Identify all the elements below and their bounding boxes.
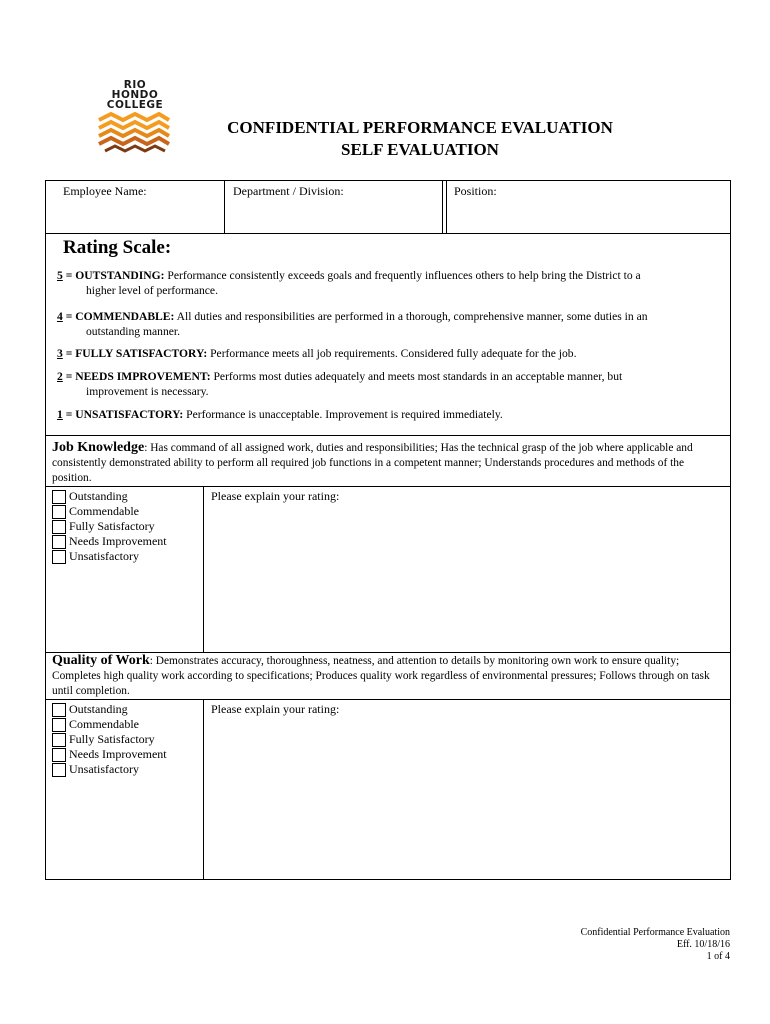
footer-doc-name: Confidential Performance Evaluation (580, 927, 730, 938)
section-job-knowledge-rating (46, 486, 730, 653)
checkbox[interactable] (52, 748, 66, 762)
rating-label: = NEEDS IMPROVEMENT: (62, 370, 211, 383)
option-label: Commendable (69, 717, 139, 731)
checkbox[interactable] (52, 505, 66, 519)
section-description: : Demonstrates accuracy, thoroughness, neatness, and attention to details by monitoring own work to ensure quality; Completes high quality work according to specifications; Produces quality work regardless of environmental pressures; Follows through on task until completion. (52, 655, 710, 697)
checkbox[interactable] (52, 535, 66, 549)
rating-label: = COMMENDABLE: (62, 310, 175, 323)
rating-description: Performance consistently exceeds goals and frequently influences others to help bring the District to a (164, 269, 641, 282)
rating-item-5 (57, 268, 712, 298)
rating-description-cont: improvement is necessary. (86, 385, 209, 398)
department-label: Department / Division: (233, 184, 344, 198)
section-quality-of-work-rating (46, 699, 730, 880)
explain-rating-field[interactable]: Please explain your rating: (211, 702, 340, 716)
section-description: : Has command of all assigned work, duties and responsibilities; Has the technical grasp of the job where applicable and consistently demonstrated ability to perform all required job functions in a competent manner; Understands procedures and methods of the position. (52, 442, 693, 484)
rating-number: 1 (57, 408, 63, 421)
rating-description: Performance is unacceptable. Improvement is required immediately. (183, 408, 503, 421)
position-label: Position: (454, 184, 497, 198)
section-job-knowledge-header (52, 440, 712, 486)
explain-rating-field[interactable]: Please explain your rating: (211, 489, 340, 503)
checkbox[interactable] (52, 490, 66, 504)
rating-scale (46, 233, 730, 436)
rating-description: Performance meets all job requirements. Considered fully adequate for the job. (207, 347, 577, 360)
rating-item-2 (57, 369, 712, 399)
rating-item-1 (57, 407, 712, 422)
rating-label: = OUTSTANDING: (62, 269, 165, 282)
option-label: Unsatisfactory (69, 549, 139, 563)
rating-number: 4 (57, 310, 63, 323)
logo-text-college: COLLEGE (106, 99, 164, 111)
logo-text-hondo: HONDO (111, 89, 159, 101)
department-field[interactable] (225, 181, 443, 233)
column-divider (203, 700, 204, 880)
logo-text-rio: RIO (123, 79, 147, 91)
page-title: CONFIDENTIAL PERFORMANCE EVALUATION (227, 118, 613, 137)
option-label: Needs Improvement (69, 747, 167, 761)
section-name: Job Knowledge (52, 440, 145, 455)
checkbox[interactable] (52, 718, 66, 732)
checkbox[interactable] (52, 550, 66, 564)
rating-description-cont: higher level of performance. (86, 284, 218, 297)
section-quality-of-work-header (52, 653, 712, 699)
evaluation-form (45, 180, 731, 880)
position-field[interactable] (446, 181, 730, 233)
rating-number: 2 (57, 370, 63, 383)
page-subtitle: SELF EVALUATION (341, 140, 499, 159)
checkbox[interactable] (52, 703, 66, 717)
option-label: Commendable (69, 504, 139, 518)
employee-info-row (46, 181, 730, 234)
option-label: Outstanding (69, 489, 128, 503)
rating-description: Performs most duties adequately and meets most standards in an acceptable manner, but (210, 370, 623, 383)
footer-effective-date: Eff. 10/18/16 (676, 939, 730, 950)
rating-item-3 (57, 346, 712, 361)
employee-name-field[interactable] (46, 181, 225, 233)
column-divider (203, 487, 204, 652)
checkbox[interactable] (52, 733, 66, 747)
rating-scale-title: Rating Scale: (63, 237, 172, 258)
option-label: Fully Satisfactory (69, 732, 155, 746)
option-label: Outstanding (69, 702, 128, 716)
employee-name-label: Employee Name: (63, 184, 147, 198)
section-name: Quality of Work (52, 653, 150, 668)
rating-number: 5 (57, 269, 63, 282)
option-label: Fully Satisfactory (69, 519, 155, 533)
option-label: Unsatisfactory (69, 762, 139, 776)
checkbox[interactable] (52, 763, 66, 777)
rating-description: All duties and responsibilities are performed in a thorough, comprehensive manner, some duties in an (174, 310, 648, 323)
rating-description-cont: outstanding manner. (86, 325, 181, 338)
rating-item-4 (57, 309, 712, 339)
rating-label: = FULLY SATISFACTORY: (62, 347, 208, 360)
option-label: Needs Improvement (69, 534, 167, 548)
mountain-waves-icon (95, 112, 173, 154)
checkbox[interactable] (52, 520, 66, 534)
rating-label: = UNSATISFACTORY: (62, 408, 184, 421)
footer-page-number: 1 of 4 (706, 951, 730, 962)
rating-number: 3 (57, 347, 63, 360)
college-logo (95, 80, 175, 152)
